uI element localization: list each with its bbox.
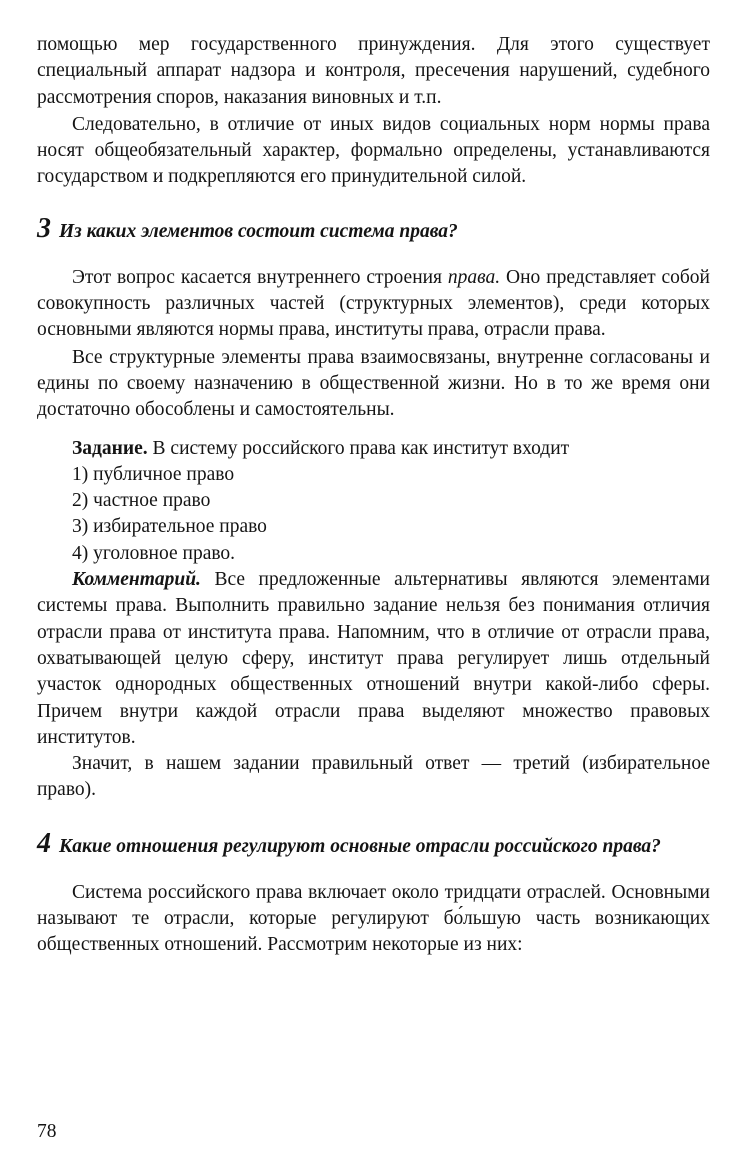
- section-number: 4: [37, 827, 51, 859]
- page-content: [37, 32, 710, 959]
- answer-option: 1) публичное право: [72, 463, 235, 485]
- task-block: [37, 436, 710, 804]
- paragraph: Следовательно, в отличие от иных видов социальных норм нормы права носят общеобязательный характер, формально определены, устанавливаются государством и подкрепляются его принудительной силой.: [37, 113, 710, 188]
- comment-label: Комментарий.: [72, 569, 201, 591]
- paragraph: Система российского права включает около тридцати отраслей. Основными называют те отрасли, которые регулируют бо́льшую часть возникающих общественных отношений. Рассмотрим некоторые из них:: [37, 881, 710, 956]
- section-heading-4: [37, 828, 710, 860]
- answer-option: 2) частное право: [72, 490, 211, 512]
- task-text: В систему российского права как институт входит: [147, 437, 570, 459]
- page-number: 78: [37, 1121, 57, 1142]
- text-fragment: Оно представляет собой совокупность различных частей (структурных элементов), среди которых основными являются нормы права, институты права, отрасли права.: [37, 266, 710, 341]
- answer-option: 3) избирательное право: [72, 516, 267, 538]
- task-statement: [37, 436, 710, 462]
- section-title: Из каких элементов состоит система права?: [59, 220, 458, 242]
- paragraph: помощью мер государственного принуждения. Для этого существует специальный аппарат надзора и контроля, пресечения нарушений, судебного рассмотрения споров, наказания виновных и т.п.: [37, 34, 710, 108]
- task-label: Задание.: [72, 437, 148, 459]
- text-fragment: Этот вопрос касается внутреннего строения: [72, 266, 448, 288]
- section-heading-3: [37, 213, 710, 245]
- answer-option: 4) уголовное право.: [72, 542, 236, 564]
- comment: [37, 567, 710, 751]
- paragraph: Все структурные элементы права взаимосвязаны, внутренне согласованы и едины по своему назначению в общественной жизни. Но в то же время они достаточно обособлены и самостоятельны.: [37, 346, 710, 421]
- answer-paragraph: Значит, в нашем задании правильный ответ — третий (избирательное право).: [37, 753, 710, 801]
- emphasis: права.: [447, 266, 501, 288]
- section-number: 3: [37, 212, 51, 244]
- comment-text: Все предложенные альтернативы являются элементами системы права. Выполнить правильно задание нельзя без понимания отличия отрасли права от института права. Напомним, что в отличие от отрасли права, охватывающей целую сферу, институт права регулирует лишь отдельный участок однородных общественных отношений внутри какой-либо сферы. Причем внутри каждой отрасли права выделяют множество правовых институтов.: [37, 569, 710, 748]
- paragraph: [37, 265, 710, 344]
- section-title: Какие отношения регулируют основные отрасли российского права?: [59, 835, 661, 857]
